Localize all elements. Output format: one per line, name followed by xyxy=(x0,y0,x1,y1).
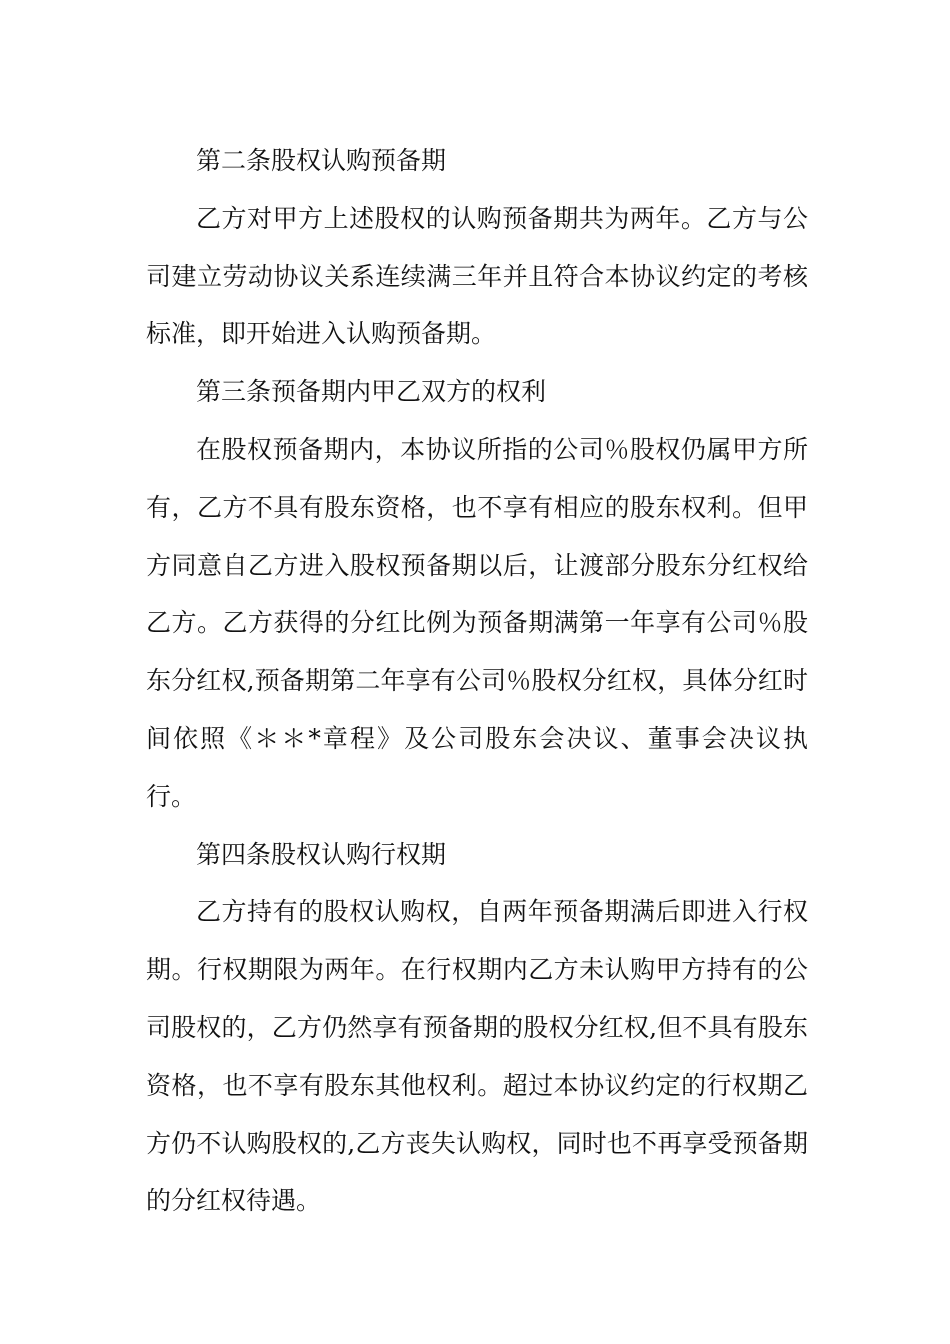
section-heading-article-4: 第四条股权认购行权期 xyxy=(196,839,447,869)
section-heading-article-3: 第三条预备期内甲乙双方的权利 xyxy=(196,377,547,407)
section-body-article-3: 在股权预备期内，本协议所指的公司％股权仍属甲方所有，乙方不具有股东资格，也不享有相应的股东权利。但甲方同意自乙方进入股权预备期以后，让渡部分股东分红权给乙方。乙方获得的分红比例为预备期满第一年享有公司％股东分红权,预备期第二年享有公司％股权分红权，具体分红时间依照《＊＊*章程》及公司股东会决议、董事会决议执行。 xyxy=(146,434,808,811)
section-heading-article-2: 第二条股权认购预备期 xyxy=(196,146,447,175)
document-body xyxy=(146,132,808,1230)
section-body-article-4: 乙方持有的股权认购权，自两年预备期满后即进入行权期。行权期限为两年。在行权期内乙方未认购甲方持有的公司股权的，乙方仍然享有预备期的股权分红权,但不具有股东资格，也不享有股东其他权利。超过本协议约定的行权期乙方仍不认购股权的,乙方丧失认购权，同时也不再享受预备期的分红权待遇。 xyxy=(146,897,808,1216)
section-body-article-2: 乙方对甲方上述股权的认购预备期共为两年。乙方与公司建立劳动协议关系连续满三年并且符合本协议约定的考核标准，即开始进入认购预备期。 xyxy=(146,203,808,349)
